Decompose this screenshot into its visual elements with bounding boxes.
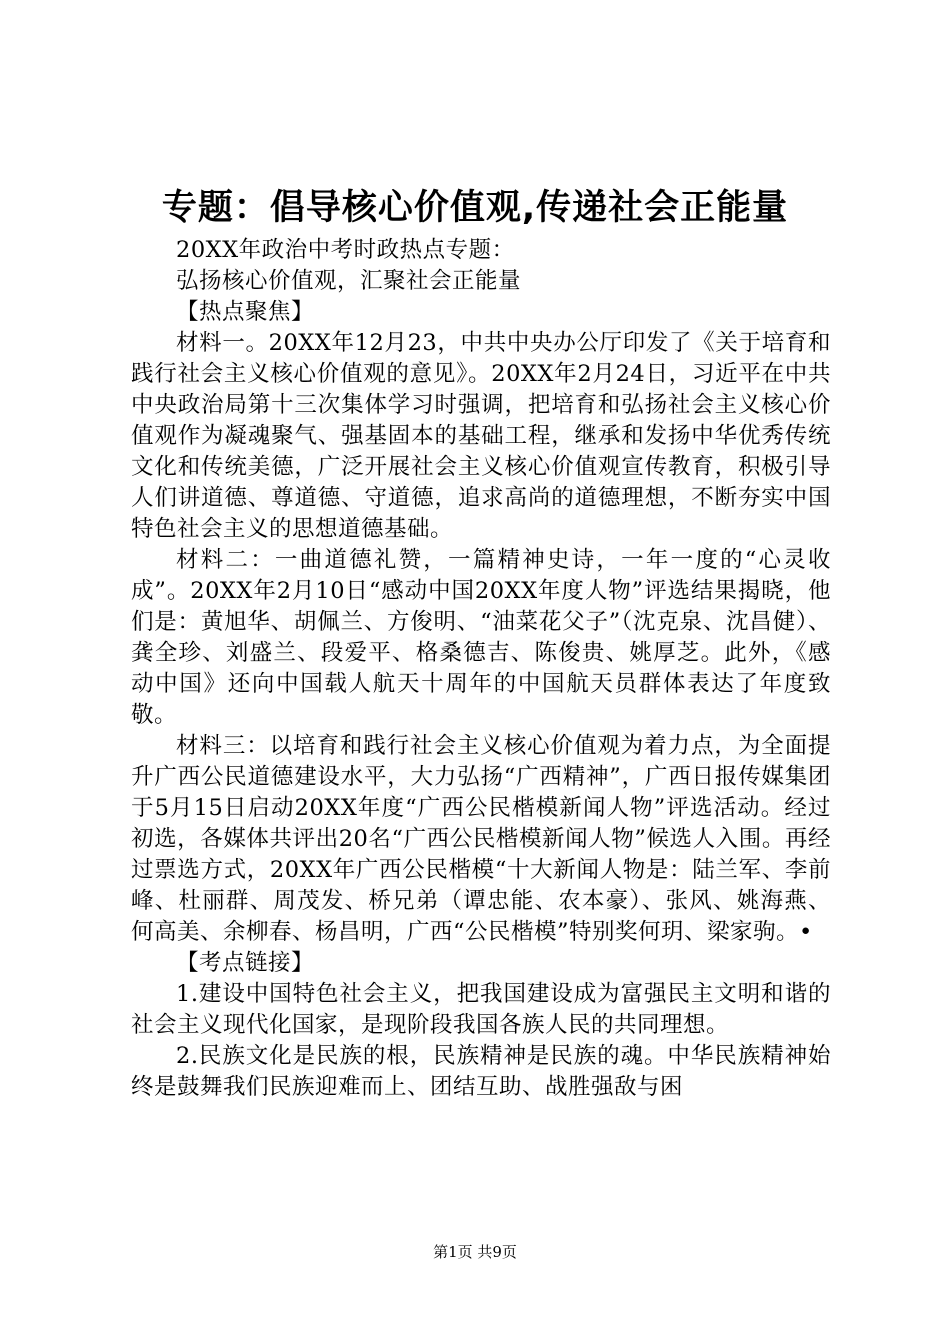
page-number-footer: 第1页 共9页 [433, 1243, 517, 1261]
document-title: 专题：倡导核心价值观,传递社会正能量 [161, 188, 789, 228]
paragraph-point-1: 1.建设中国特色社会主义，把我国建设成为富强民主文明和谐的社会主义现代化国家，是现阶段我国各族人民的共同理想。 [131, 981, 831, 1038]
document-body [131, 235, 831, 1103]
section-heading-hotspot: 【热点聚焦】 [176, 299, 315, 325]
subtitle-line-2: 弘扬核心价值观，汇聚社会正能量 [176, 268, 522, 294]
paragraph-material-3: 材料三：以培育和践行社会主义核心价值观为着力点，为全面提升广西公民道德建设水平，大力弘扬“广西精神”，广西日报传媒集团于5月15日启动20XX年度“广西公民楷模新闻人物”评选活动。经过初选，各媒体共评出20名“广西公民楷模新闻人物”候选人入围。再经过票选方式，20XX年广西公民楷模“十大新闻人物是：陆兰军、李前峰、杜丽群、周茂发、桥兄弟（谭忠能、农本豪）、张风、姚海燕、何高美、余柳春、杨昌明，广西“公民楷模”特别奖何玥、梁家驹。• [131, 733, 831, 945]
section-heading-exam-points: 【考点链接】 [176, 950, 315, 976]
paragraph-material-2: 材料二：一曲道德礼赞，一篇精神史诗，一年一度的“心灵收成”。20XX年2月10日“感动中国20XX年度人物”评选结果揭晓，他们是：黄旭华、胡佩兰、方俊明、“油菜花父子”（沈克泉、沈昌健）、龚全珍、刘盛兰、段爱平、格桑德吉、陈俊贵、姚厚芝。此外，《感动中国》还向中国载人航天十周年的中国航天员群体表达了年度致敬。 [131, 547, 831, 728]
subtitle-line-1: 20XX年政治中考时政热点专题： [176, 237, 515, 263]
paragraph-point-2: 2.民族文化是民族的根，民族精神是民族的魂。中华民族精神始终是鼓舞我们民族迎难而上、团结互助、战胜强敌与困 [131, 1043, 831, 1100]
paragraph-material-1: 材料一。20XX年12月23，中共中央办公厅印发了《关于培育和践行社会主义核心价值观的意见》。20XX年2月24日，习近平在中共中央政治局第十三次集体学习时强调，把培育和弘扬社会主义核心价值观作为凝魂聚气、强基固本的基础工程，继承和发扬中华优秀传统文化和传统美德，广泛开展社会主义核心价值观宣传教育，积极引导人们讲道德、尊道德、守道德，追求高尚的道德理想，不断夯实中国特色社会主义的思想道德基础。 [131, 330, 831, 542]
